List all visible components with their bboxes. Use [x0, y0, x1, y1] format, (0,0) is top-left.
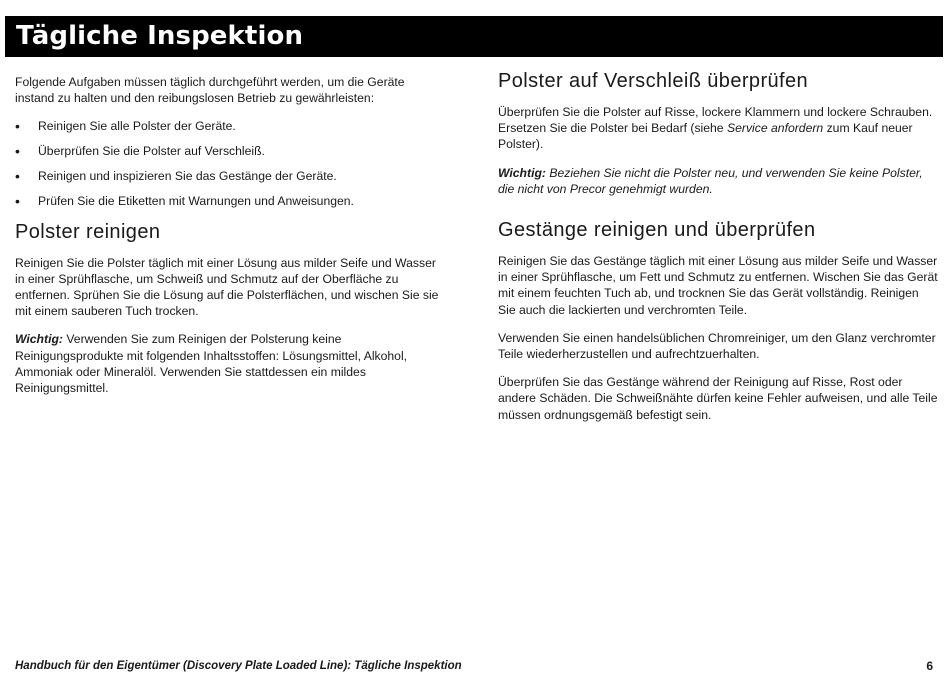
list-item: [15, 193, 447, 209]
list-item-text: Reinigen und inspizieren Sie das Gestänge der Geräte.: [38, 169, 337, 184]
list-item: [15, 168, 447, 184]
task-list: [15, 118, 447, 209]
right-column: [498, 68, 938, 435]
bullet-icon: •: [15, 143, 20, 160]
bullet-icon: •: [15, 193, 20, 210]
list-item-text: Reinigen Sie alle Polster der Geräte.: [38, 119, 236, 134]
note-text: Beziehen Sie nicht die Polster neu, und verwenden Sie keine Polster, die nicht von Precor genehmigt wurden.: [498, 165, 923, 196]
paragraph-text: Überprüfen Sie die Polster auf Risse, lockere Klammern und lockere Schrauben. Ersetzen Sie die Polster bei Bedarf (siehe: [498, 105, 933, 136]
footer-text: Handbuch für den Eigentümer (Discovery Plate Loaded Line): Tägliche Inspektion: [15, 660, 462, 672]
page-title: Tägliche Inspektion: [16, 21, 304, 51]
section-paragraph: Verwenden Sie einen handelsüblichen Chromreiniger, um den Glanz verchromter Teile wiederherzustellen und aufrechtzuerhalten.: [498, 330, 936, 362]
service-reference: Service anfordern: [726, 121, 824, 136]
section-heading-polster-reinigen: Polster reinigen: [15, 220, 161, 243]
paragraph-text: zum Kauf neuer Polster).: [498, 121, 913, 152]
section-paragraph: Reinigen Sie die Polster täglich mit einer Lösung aus milder Seife und Wasser in einer Sprühflasche, um Schweiß und Schmutz auf der Oberfläche zu entfernen. Sprühen Sie die Lösung auf die Polsterflächen, und wischen Sie sie mit einem sauberen Tuch trocken.: [15, 255, 439, 319]
important-note: [15, 331, 447, 396]
section-paragraph: [498, 104, 938, 153]
list-item-text: Prüfen Sie die Etiketten mit Warnungen und Anweisungen.: [38, 194, 354, 209]
list-item: [15, 143, 447, 159]
intro-paragraph: Folgende Aufgaben müssen täglich durchgeführt werden, um die Geräte instand zu halten und den reibungslosen Betrieb zu gewährleisten:: [15, 75, 405, 106]
page-number: 6: [926, 659, 933, 673]
section-heading-verschleiss: Polster auf Verschleiß überprüfen: [498, 70, 809, 92]
bullet-icon: •: [15, 118, 20, 135]
note-label: Wichtig:: [15, 332, 63, 347]
section-paragraph: Reinigen Sie das Gestänge täglich mit einer Lösung aus milder Seife und Wasser in einer Sprühflasche, um Fett und Schmutz zu entfernen. Wischen Sie das Gerät mit einem feuchten Tuch ab, und trocknen Sie das Gerät vollständig. Reinigen Sie auch die lackierten und verchromten Teile.: [498, 254, 938, 317]
section-heading-gestaenge: Gestänge reinigen und überprüfen: [498, 219, 816, 242]
note-text: Verwenden Sie zum Reinigen der Polsterung keine Reinigungsprodukte mit folgenden Inhaltsstoffen: Lösungsmittel, Alkohol, Ammoniak oder Mineralöl. Verwenden Sie stattdessen ein mildes Reinigungsmittel.: [15, 332, 408, 396]
list-item-text: Überprüfen Sie die Polster auf Verschleiß.: [38, 144, 265, 159]
title-bar: [5, 16, 943, 57]
important-note: [498, 165, 938, 197]
list-item: [15, 118, 447, 134]
note-label: Wichtig:: [498, 165, 546, 180]
bullet-icon: •: [15, 168, 20, 185]
section-paragraph: Überprüfen Sie das Gestänge während der Reinigung auf Risse, Rost oder andere Schäden. Die Schweißnähte dürfen keine Fehler aufweisen, und alle Teile müssen ordnungsgemäß befestigt sein.: [498, 375, 938, 422]
left-column: [15, 74, 447, 408]
